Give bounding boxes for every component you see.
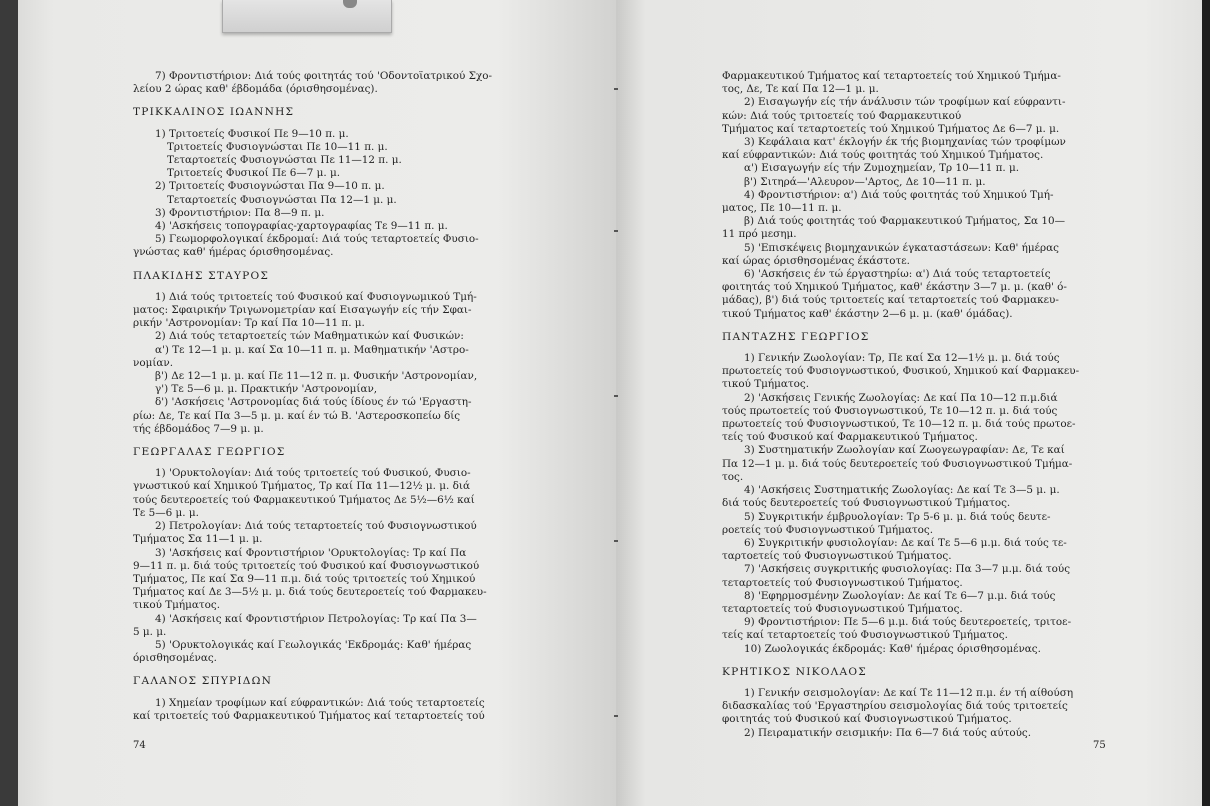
text-line: 1) Γενικήν σεισμολογίαν: Δε καί Τε 11—12 π.μ. έν τή αίθούση — [744, 686, 1074, 699]
text-line: τικού Τμήματος. — [133, 599, 220, 612]
left-page-text — [133, 70, 543, 723]
text-line: Τμήματος, Πε καί Σα 9—11 π.μ. διά τούς τριτοετείς τού Χημικού — [133, 572, 476, 585]
bookmark-clip — [222, 0, 392, 33]
text-line: ταρτοετείς τού Φυσιογνωστικού Τμήματος. — [722, 550, 952, 563]
text-line: καί εύφραντικών: Διά τούς φοιτητάς τού Χημικού Τμήματος. — [722, 149, 1044, 162]
text-line: 4) 'Ασκήσεις τοπογραφίας-χαρτογραφίας Τε 9—11 π. μ. — [155, 220, 448, 233]
book-edge-right — [1202, 0, 1210, 806]
text-line: ματος: Σφαιρικήν Τριγωνομετρίαν καί Εισαγωγήν είς τήν Σφαι- — [133, 304, 472, 317]
left-page — [18, 0, 616, 806]
text-line: τος. — [722, 470, 744, 483]
text-line: ροετείς τού Φυσιογνωστικού Τμήματος. — [722, 523, 934, 536]
text-line: ρίω: Δε, Τε καί Πα 3—5 μ. μ. καί έν τώ Β. 'Αστεροσκοπείω δίς — [133, 409, 461, 422]
binding-stitch — [614, 395, 618, 397]
text-line: γνωστικού καί Χημικού Τμήματος, Τρ καί Πα 11—12½ μ. μ. διά — [133, 480, 470, 493]
text-line: Φαρμακευτικού Τμήματος καί τεταρτοετείς τού Χημικού Τμήμα- — [722, 70, 1061, 82]
text-line: 11 πρό μεσημ. — [722, 228, 797, 241]
text-line: 9) Φροντιστήριον: Πε 5—6 μ.μ. διά τούς δευτεροετείς, τριτοε- — [744, 616, 1072, 629]
text-line: 2) Εισαγωγήν είς τήν άνάλυσιν τών τροφίμων καί εύφραντι- — [744, 96, 1066, 109]
text-line: τικού Τμήματος. — [722, 378, 809, 391]
text-line: 2) Πειραματικήν σεισμικήν: Πα 6—7 διά τούς αύτούς. — [744, 726, 1032, 739]
section-heading: ΓΑΛΑΝΟΣ ΣΠΥΡΙΔΩΝ — [133, 675, 273, 688]
text-line: γ') Τε 5—6 μ. μ. Πρακτικήν 'Αστρονομίαν, — [155, 383, 378, 396]
text-line: 5 μ. μ. — [133, 625, 167, 638]
text-line: 2) Διά τούς τεταρτοετείς τών Μαθηματικών καί Φυσικών: — [155, 330, 464, 343]
text-line: 7) 'Ασκήσεις συγκριτικής φυσιολογίας: Πα 3—7 μ.μ. διά τούς — [744, 563, 1071, 576]
text-line: μάδας), β') διά τούς τριτοετείς καί τεταρτοετείς τού Φαρμακευ- — [722, 294, 1059, 307]
section-heading: ΠΑΝΤΑΖΗΣ ΓΕΩΡΓΙΟΣ — [722, 330, 870, 343]
text-line: Τριτοετείς Φυσιογνώσται Πε 10—11 π. μ. — [167, 140, 388, 153]
text-line: 6) 'Ασκήσεις έν τώ έργαστηρίω: α') Διά τούς τεταρτοετείς — [744, 268, 1051, 281]
text-line: 5) 'Ορυκτολογικάς καί Γεωλογικάς 'Εκδρομάς: Καθ' ήμέρας — [155, 638, 472, 651]
binding-stitch — [614, 88, 618, 90]
left-page-number: 74 — [133, 740, 146, 751]
text-line: 7) Φροντιστήριον: Διά τούς φοιτητάς τού 'Οδοντοϊατρικού Σχο- — [155, 70, 493, 82]
text-line: 5) Συγκριτικήν έμβρυολογίαν: Τρ 5-6 μ. μ. διά τούς δευτε- — [744, 510, 1051, 523]
text-line: 3) Φροντιστήριον: Πα 8—9 π. μ. — [155, 206, 325, 219]
text-line: φοιτητάς τού Φυσικού καί Φυσιογνωστικού Τμήματος. — [722, 713, 1012, 726]
text-line: λείου 2 ώρας καθ' έβδομάδα (όρισθησομένας). — [133, 83, 378, 96]
text-line: 4) Φροντιστήριον: α') Διά τούς φοιτητάς τού Χημικού Τμή- — [744, 188, 1054, 201]
text-line: Τε 5—6 μ. μ. — [133, 506, 199, 519]
right-page-number: 75 — [1093, 740, 1106, 751]
text-line: β) Διά τούς φοιτητάς τού Φαρμακευτικού Τμήματος, Σα 10— — [744, 215, 1065, 228]
text-line: β') Σιτηρά—'Αλευρον—'Αρτος, Δε 10—11 π. μ. — [744, 175, 986, 188]
section-heading: ΓΕΩΡΓΑΛΑΣ ΓΕΩΡΓΙΟΣ — [133, 446, 286, 459]
binding-stitch — [614, 230, 618, 232]
text-line: ματος, Πε 10—11 π. μ. — [722, 202, 842, 215]
binding-stitch — [614, 540, 618, 542]
text-line: 10) Ζωολογικάς έκδρομάς: Καθ' ήμέρας όρισθησομένας. — [744, 642, 1041, 655]
text-line: τος, Δε, Τε καί Πα 12—1 μ. μ. — [722, 83, 879, 96]
text-line: τεταρτοετείς τού Φυσιογνωστικού Τμήματος. — [722, 602, 963, 615]
text-line: καί τριτοετείς τού Φαρμακευτικού Τμήματος καί τεταρτοετείς τού — [133, 709, 485, 722]
text-line: γνώστας καθ' ήμέρας όρισθησομένας. — [133, 246, 334, 259]
section-heading: ΚΡΗΤΙΚΟΣ ΝΙΚΟΛΑΟΣ — [722, 665, 867, 678]
right-page-text — [722, 70, 1142, 740]
text-line: β') Δε 12—1 μ. μ. καί Πε 11—12 π. μ. Φυσικήν 'Αστρονομίαν, — [155, 370, 478, 383]
text-line: α') Εισαγωγήν είς τήν Ζυμοχημείαν, Τρ 10—11 π. μ. — [744, 162, 1020, 175]
text-line: 2) Πετρολογίαν: Διά τούς τεταρτοετείς τού Φυσιογνωστικού — [155, 520, 477, 533]
text-line: καί ώρας όρισθησομένας έκάστοτε. — [722, 254, 910, 267]
text-line: νομίαν. — [133, 356, 174, 369]
text-line: 4) 'Ασκήσεις Συστηματικής Ζωολογίας: Δε καί Τε 3—5 μ. μ. — [744, 484, 1060, 497]
text-line: φοιτητάς τού Χημικού Τμήματος, καθ' έκάστην 3—7 μ. μ. (καθ' ό- — [722, 281, 1067, 294]
text-line: τικού Τμήματος καθ' έκάστην 2—6 μ. μ. (καθ' όμάδας). — [722, 307, 1013, 320]
book-edge-left — [0, 0, 18, 806]
text-line: 1) Διά τούς τριτοετείς τού Φυσικού καί Φυσιογνωμικού Τμή- — [155, 290, 477, 303]
text-line: 4) 'Ασκήσεις καί Φροντιστήριον Πετρολογίας: Τρ καί Πα 3— — [155, 612, 477, 625]
text-line: τούς δευτεροετείς τού Φαρμακευτικού Τμήματος Δε 5½—6½ καί — [133, 493, 475, 506]
text-line: 1) Γενικήν Ζωολογίαν: Τρ, Πε καί Σα 12—1½ μ. μ. διά τούς — [744, 352, 1060, 365]
text-line: Τμήματος καί τεταρτοετείς τού Χημικού Τμήματος Δε 6—7 μ. μ. — [722, 122, 1060, 135]
text-line: πρωτοετείς τού Φυσιογνωστικού, Φυσικού, Χημικού καί Φαρμακευ- — [722, 365, 1080, 378]
text-line: 3) 'Ασκήσεις καί Φροντιστήριον 'Ορυκτολογίας: Τρ καί Πα — [155, 546, 467, 559]
text-line: 8) 'Εφηρμοσμένην Ζωολογίαν: Δε καί Τε 6—7 μ.μ. διά τούς — [744, 589, 1056, 602]
text-line: διά τούς δευτεροετείς τού Φυσιογνωστικού Τμήματος. — [722, 497, 1011, 510]
text-line: 2) Τριτοετείς Φυσιογνώσται Πα 9—10 π. μ. — [155, 180, 385, 193]
text-line: 5) Γεωμορφολογικαί έκδρομαί: Διά τούς τεταρτοετείς Φυσιο- — [155, 233, 479, 246]
text-line: Τριτοετείς Φυσικοί Πε 6—7 μ. μ. — [167, 167, 341, 180]
text-line: τούς πρωτοετείς τού Φυσιογνωστικού, Τε 10—12 π. μ. διά τούς — [722, 404, 1058, 417]
text-line: διδασκαλίας τού 'Εργαστηρίου σεισμολογίας διά τούς τριτοετείς — [722, 700, 1068, 713]
text-line: 1) Τριτοετείς Φυσικοί Πε 9—10 π. μ. — [155, 127, 349, 140]
text-line: α') Τε 12—1 μ. μ. καί Σα 10—11 π. μ. Μαθηματικήν 'Αστρο- — [155, 343, 469, 356]
text-line: τείς τού Φυσικού καί Φαρμακευτικού Τμήματος. — [722, 431, 978, 444]
text-line: κών: Διά τούς τριτοετείς τού Φαρμακευτικού — [722, 109, 962, 122]
text-line: Τμήματος καί Δε 3—5½ μ. μ. διά τούς δευτεροετείς τού Φαρμακευ- — [133, 586, 487, 599]
text-line: 1) Χημείαν τροφίμων καί εύφραντικών: Διά τούς τεταρτοετείς — [155, 696, 485, 709]
text-line: 9—11 π. μ. διά τούς τριτοετείς τού Φυσικού καί Φυσιογνωστικού — [133, 559, 480, 572]
section-heading: ΤΡΙΚΚΑΛΙΝΟΣ ΙΩΑΝΝΗΣ — [133, 106, 295, 119]
text-line: τεταρτοετείς τού Φυσιογνωστικού Τμήματος. — [722, 576, 963, 589]
text-line: τής έβδομάδος 7—9 μ. μ. — [133, 422, 264, 435]
text-line: 1) 'Ορυκτολογίαν: Διά τούς τριτοετείς τού Φυσικού, Φυσιο- — [155, 467, 471, 480]
text-line: όρισθησομένας. — [133, 652, 217, 665]
section-heading: ΠΛΑΚΙΔΗΣ ΣΤΑΥΡΟΣ — [133, 269, 270, 282]
text-line: 2) 'Ασκήσεις Γενικής Ζωολογίας: Δε καί Πα 10—12 π.μ.διά — [744, 391, 1058, 404]
right-page — [616, 0, 1202, 806]
text-line: 3) Συστηματικήν Ζωολογίαν καί Ζωογεωγραφίαν: Δε, Τε καί — [744, 444, 1065, 457]
text-line: τείς καί τεταρτοετείς τού Φυσιογνωστικού Τμήματος. — [722, 629, 1008, 642]
text-line: 3) Κεφάλαια κατ' έκλογήν έκ τής βιομηχανίας τών τροφίμων — [744, 136, 1066, 149]
text-line: Πα 12—1 μ. μ. διά τούς δευτεροετείς τού Φυσιογνωστικού Τμήμα- — [722, 457, 1073, 470]
text-line: 6) Συγκριτικήν φυσιολογίαν: Δε καί Τε 5—6 μ.μ. διά τούς τε- — [744, 536, 1067, 549]
text-line: Τεταρτοετείς Φυσιογνώσται Πα 12—1 μ. μ. — [167, 193, 397, 206]
text-line: Τμήματος Σα 11—1 μ. μ. — [133, 533, 263, 546]
text-line: Τεταρτοετείς Φυσιογνώσται Πε 11—12 π. μ. — [167, 154, 402, 167]
text-line: ρικήν 'Αστρονομίαν: Τρ καί Πα 10—11 π. μ. — [133, 317, 365, 330]
text-line: 5) 'Επισκέψεις βιομηχανικών έγκαταστάσεων: Καθ' ήμέρας — [744, 241, 1059, 254]
text-line: δ') 'Ασκήσεις 'Αστρονομίας διά τούς ίδίους έν τώ 'Εργαστη- — [155, 396, 472, 409]
text-line: πρωτοετείς τού Φυσιογνωστικού, Τε 10—12 π. μ. διά τούς πρωτοε- — [722, 418, 1076, 431]
binding-stitch — [614, 715, 618, 717]
